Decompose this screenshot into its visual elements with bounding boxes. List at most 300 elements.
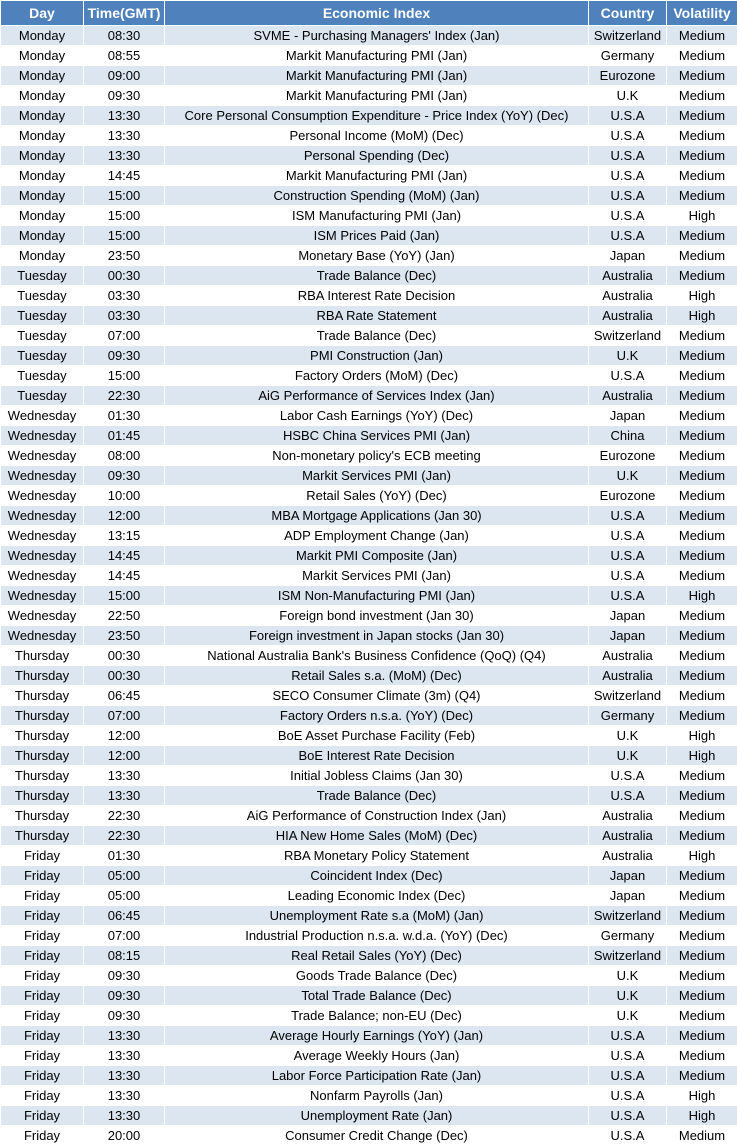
day-cell: Thursday <box>1 666 84 686</box>
time-cell: 20:00 <box>84 1126 165 1146</box>
day-cell: Monday <box>1 26 84 46</box>
time-cell: 07:00 <box>84 706 165 726</box>
country-cell: U.S.A <box>589 526 667 546</box>
time-cell: 13:30 <box>84 1106 165 1126</box>
day-cell: Monday <box>1 186 84 206</box>
table-row <box>1 886 737 906</box>
time-cell: 14:45 <box>84 166 165 186</box>
table-row <box>1 1086 737 1106</box>
volatility-cell: Medium <box>667 386 737 406</box>
economic-index-cell: SVME - Purchasing Managers' Index (Jan) <box>165 26 589 46</box>
table-row <box>1 466 737 486</box>
country-cell: U.S.A <box>589 146 667 166</box>
economic-index-cell: Factory Orders (MoM) (Dec) <box>165 366 589 386</box>
table-row <box>1 606 737 626</box>
country-cell: Japan <box>589 886 667 906</box>
country-cell: Switzerland <box>589 26 667 46</box>
volatility-cell: Medium <box>667 786 737 806</box>
economic-index-cell: Non-monetary policy's ECB meeting <box>165 446 589 466</box>
time-cell: 08:55 <box>84 46 165 66</box>
volatility-cell: Medium <box>667 126 737 146</box>
time-cell: 00:30 <box>84 666 165 686</box>
volatility-cell: Medium <box>667 226 737 246</box>
table-row <box>1 506 737 526</box>
day-cell: Tuesday <box>1 386 84 406</box>
economic-index-cell: Real Retail Sales (YoY) (Dec) <box>165 946 589 966</box>
volatility-cell: Medium <box>667 826 737 846</box>
country-cell: U.S.A <box>589 226 667 246</box>
day-cell: Wednesday <box>1 586 84 606</box>
day-cell: Friday <box>1 906 84 926</box>
country-cell: U.S.A <box>589 766 667 786</box>
time-cell: 23:50 <box>84 246 165 266</box>
table-body <box>1 26 737 1146</box>
volatility-cell: Medium <box>667 1006 737 1026</box>
volatility-cell: Medium <box>667 886 737 906</box>
country-cell: U.K <box>589 86 667 106</box>
economic-index-cell: Labor Force Participation Rate (Jan) <box>165 1066 589 1086</box>
day-cell: Friday <box>1 946 84 966</box>
economic-index-cell: Trade Balance (Dec) <box>165 266 589 286</box>
country-cell: Australia <box>589 386 667 406</box>
volatility-cell: Medium <box>667 526 737 546</box>
country-cell: U.S.A <box>589 546 667 566</box>
time-cell: 22:30 <box>84 386 165 406</box>
time-cell: 00:30 <box>84 266 165 286</box>
country-cell: U.K <box>589 1006 667 1026</box>
header-country: Country <box>589 1 667 26</box>
day-cell: Monday <box>1 66 84 86</box>
volatility-cell: Medium <box>667 146 737 166</box>
time-cell: 03:30 <box>84 286 165 306</box>
time-cell: 15:00 <box>84 206 165 226</box>
day-cell: Wednesday <box>1 406 84 426</box>
day-cell: Tuesday <box>1 286 84 306</box>
header-row <box>1 1 737 26</box>
country-cell: U.K <box>589 746 667 766</box>
day-cell: Friday <box>1 846 84 866</box>
country-cell: Australia <box>589 646 667 666</box>
table-row <box>1 1106 737 1126</box>
volatility-cell: Medium <box>667 706 737 726</box>
economic-index-cell: Retail Sales (YoY) (Dec) <box>165 486 589 506</box>
volatility-cell: Medium <box>667 546 737 566</box>
day-cell: Friday <box>1 986 84 1006</box>
country-cell: Australia <box>589 826 667 846</box>
country-cell: U.K <box>589 726 667 746</box>
table-row <box>1 626 737 646</box>
economic-index-cell: Construction Spending (MoM) (Jan) <box>165 186 589 206</box>
economic-index-cell: Markit Services PMI (Jan) <box>165 466 589 486</box>
day-cell: Friday <box>1 1126 84 1146</box>
volatility-cell: Medium <box>667 166 737 186</box>
country-cell: Switzerland <box>589 946 667 966</box>
time-cell: 13:30 <box>84 1066 165 1086</box>
country-cell: Australia <box>589 806 667 826</box>
day-cell: Wednesday <box>1 526 84 546</box>
economic-index-cell: Markit Services PMI (Jan) <box>165 566 589 586</box>
day-cell: Friday <box>1 886 84 906</box>
country-cell: U.S.A <box>589 586 667 606</box>
time-cell: 09:30 <box>84 86 165 106</box>
table-row <box>1 726 737 746</box>
time-cell: 15:00 <box>84 186 165 206</box>
country-cell: Japan <box>589 866 667 886</box>
volatility-cell: High <box>667 286 737 306</box>
volatility-cell: High <box>667 206 737 226</box>
volatility-cell: Medium <box>667 186 737 206</box>
country-cell: U.S.A <box>589 1066 667 1086</box>
table-row <box>1 26 737 46</box>
time-cell: 09:30 <box>84 1006 165 1026</box>
economic-index-cell: AiG Performance of Services Index (Jan) <box>165 386 589 406</box>
table-row <box>1 1006 737 1026</box>
table-row <box>1 666 737 686</box>
economic-index-cell: ISM Non-Manufacturing PMI (Jan) <box>165 586 589 606</box>
volatility-cell: High <box>667 846 737 866</box>
day-cell: Monday <box>1 46 84 66</box>
time-cell: 13:30 <box>84 1046 165 1066</box>
country-cell: Australia <box>589 666 667 686</box>
economic-index-cell: Trade Balance (Dec) <box>165 326 589 346</box>
volatility-cell: Medium <box>667 346 737 366</box>
day-cell: Tuesday <box>1 306 84 326</box>
time-cell: 23:50 <box>84 626 165 646</box>
country-cell: U.S.A <box>589 1126 667 1146</box>
table-row <box>1 566 737 586</box>
country-cell: Japan <box>589 406 667 426</box>
country-cell: Australia <box>589 266 667 286</box>
table-row <box>1 1066 737 1086</box>
economic-index-cell: Total Trade Balance (Dec) <box>165 986 589 1006</box>
economic-index-cell: RBA Interest Rate Decision <box>165 286 589 306</box>
economic-index-cell: Foreign bond investment (Jan 30) <box>165 606 589 626</box>
day-cell: Thursday <box>1 786 84 806</box>
country-cell: U.K <box>589 346 667 366</box>
country-cell: Eurozone <box>589 446 667 466</box>
volatility-cell: Medium <box>667 66 737 86</box>
time-cell: 07:00 <box>84 926 165 946</box>
time-cell: 10:00 <box>84 486 165 506</box>
day-cell: Friday <box>1 866 84 886</box>
table-row <box>1 326 737 346</box>
table-row <box>1 766 737 786</box>
table-row <box>1 226 737 246</box>
day-cell: Monday <box>1 126 84 146</box>
country-cell: U.S.A <box>589 186 667 206</box>
table-row <box>1 146 737 166</box>
volatility-cell: Medium <box>667 106 737 126</box>
time-cell: 12:00 <box>84 746 165 766</box>
economic-index-cell: Markit Manufacturing PMI (Jan) <box>165 66 589 86</box>
time-cell: 08:00 <box>84 446 165 466</box>
country-cell: Switzerland <box>589 906 667 926</box>
country-cell: Switzerland <box>589 326 667 346</box>
day-cell: Thursday <box>1 706 84 726</box>
day-cell: Friday <box>1 966 84 986</box>
time-cell: 12:00 <box>84 726 165 746</box>
table-row <box>1 946 737 966</box>
day-cell: Tuesday <box>1 326 84 346</box>
header-day: Day <box>1 1 84 26</box>
country-cell: Switzerland <box>589 686 667 706</box>
day-cell: Wednesday <box>1 506 84 526</box>
time-cell: 15:00 <box>84 366 165 386</box>
time-cell: 22:30 <box>84 826 165 846</box>
time-cell: 06:45 <box>84 906 165 926</box>
table-row <box>1 66 737 86</box>
table-row <box>1 126 737 146</box>
economic-index-cell: Retail Sales s.a. (MoM) (Dec) <box>165 666 589 686</box>
day-cell: Monday <box>1 226 84 246</box>
country-cell: U.S.A <box>589 126 667 146</box>
volatility-cell: Medium <box>667 506 737 526</box>
table-row <box>1 86 737 106</box>
table-row <box>1 346 737 366</box>
country-cell: Australia <box>589 846 667 866</box>
table-row <box>1 166 737 186</box>
volatility-cell: Medium <box>667 366 737 386</box>
day-cell: Thursday <box>1 726 84 746</box>
volatility-cell: High <box>667 306 737 326</box>
table-row <box>1 706 737 726</box>
time-cell: 09:30 <box>84 986 165 1006</box>
day-cell: Monday <box>1 146 84 166</box>
time-cell: 13:30 <box>84 786 165 806</box>
time-cell: 05:00 <box>84 886 165 906</box>
table-row <box>1 1026 737 1046</box>
volatility-cell: Medium <box>667 986 737 1006</box>
economic-index-cell: ISM Manufacturing PMI (Jan) <box>165 206 589 226</box>
day-cell: Friday <box>1 1006 84 1026</box>
country-cell: U.S.A <box>589 106 667 126</box>
time-cell: 08:15 <box>84 946 165 966</box>
country-cell: U.S.A <box>589 366 667 386</box>
time-cell: 15:00 <box>84 226 165 246</box>
day-cell: Monday <box>1 166 84 186</box>
economic-index-cell: Trade Balance; non-EU (Dec) <box>165 1006 589 1026</box>
table-row <box>1 586 737 606</box>
volatility-cell: Medium <box>667 86 737 106</box>
economic-index-cell: Unemployment Rate s.a (MoM) (Jan) <box>165 906 589 926</box>
time-cell: 13:30 <box>84 126 165 146</box>
volatility-cell: Medium <box>667 806 737 826</box>
day-cell: Thursday <box>1 746 84 766</box>
time-cell: 01:45 <box>84 426 165 446</box>
economic-index-cell: MBA Mortgage Applications (Jan 30) <box>165 506 589 526</box>
table-row <box>1 266 737 286</box>
volatility-cell: Medium <box>667 926 737 946</box>
table-row <box>1 906 737 926</box>
economic-index-cell: Consumer Credit Change (Dec) <box>165 1126 589 1146</box>
volatility-cell: Medium <box>667 426 737 446</box>
economic-index-cell: ADP Employment Change (Jan) <box>165 526 589 546</box>
time-cell: 09:30 <box>84 966 165 986</box>
table-row <box>1 526 737 546</box>
economic-index-cell: Core Personal Consumption Expenditure - Price Index (YoY) (Dec) <box>165 106 589 126</box>
day-cell: Wednesday <box>1 606 84 626</box>
economic-index-cell: Trade Balance (Dec) <box>165 786 589 806</box>
economic-index-cell: Labor Cash Earnings (YoY) (Dec) <box>165 406 589 426</box>
volatility-cell: Medium <box>667 266 737 286</box>
economic-index-cell: Personal Spending (Dec) <box>165 146 589 166</box>
day-cell: Monday <box>1 206 84 226</box>
table-row <box>1 106 737 126</box>
volatility-cell: Medium <box>667 26 737 46</box>
country-cell: U.S.A <box>589 206 667 226</box>
economic-index-cell: Average Hourly Earnings (YoY) (Jan) <box>165 1026 589 1046</box>
volatility-cell: Medium <box>667 1046 737 1066</box>
country-cell: Eurozone <box>589 486 667 506</box>
country-cell: Japan <box>589 246 667 266</box>
time-cell: 22:50 <box>84 606 165 626</box>
economic-index-cell: Nonfarm Payrolls (Jan) <box>165 1086 589 1106</box>
time-cell: 13:30 <box>84 1086 165 1106</box>
economic-index-cell: Markit Manufacturing PMI (Jan) <box>165 166 589 186</box>
table-row <box>1 846 737 866</box>
day-cell: Thursday <box>1 646 84 666</box>
table-row <box>1 786 737 806</box>
volatility-cell: Medium <box>667 406 737 426</box>
volatility-cell: Medium <box>667 1026 737 1046</box>
time-cell: 08:30 <box>84 26 165 46</box>
economic-index-cell: Markit Manufacturing PMI (Jan) <box>165 46 589 66</box>
volatility-cell: High <box>667 586 737 606</box>
economic-index-cell: ISM Prices Paid (Jan) <box>165 226 589 246</box>
volatility-cell: Medium <box>667 466 737 486</box>
table-row <box>1 826 737 846</box>
economic-index-cell: Leading Economic Index (Dec) <box>165 886 589 906</box>
day-cell: Monday <box>1 106 84 126</box>
volatility-cell: Medium <box>667 906 737 926</box>
volatility-cell: Medium <box>667 486 737 506</box>
country-cell: Japan <box>589 606 667 626</box>
volatility-cell: Medium <box>667 966 737 986</box>
economic-index-cell: Unemployment Rate (Jan) <box>165 1106 589 1126</box>
country-cell: Japan <box>589 626 667 646</box>
country-cell: U.S.A <box>589 1086 667 1106</box>
economic-index-cell: Monetary Base (YoY) (Jan) <box>165 246 589 266</box>
time-cell: 14:45 <box>84 546 165 566</box>
time-cell: 01:30 <box>84 406 165 426</box>
economic-index-cell: BoE Interest Rate Decision <box>165 746 589 766</box>
volatility-cell: High <box>667 1106 737 1126</box>
economic-index-cell: Initial Jobless Claims (Jan 30) <box>165 766 589 786</box>
country-cell: Germany <box>589 706 667 726</box>
country-cell: Australia <box>589 286 667 306</box>
table-row <box>1 306 737 326</box>
day-cell: Friday <box>1 1066 84 1086</box>
economic-index-cell: National Australia Bank's Business Confidence (QoQ) (Q4) <box>165 646 589 666</box>
time-cell: 12:00 <box>84 506 165 526</box>
day-cell: Wednesday <box>1 426 84 446</box>
volatility-cell: Medium <box>667 626 737 646</box>
country-cell: U.K <box>589 986 667 1006</box>
country-cell: U.K <box>589 966 667 986</box>
day-cell: Friday <box>1 1026 84 1046</box>
table-row <box>1 986 737 1006</box>
volatility-cell: Medium <box>667 646 737 666</box>
volatility-cell: Medium <box>667 446 737 466</box>
economic-index-cell: Markit Manufacturing PMI (Jan) <box>165 86 589 106</box>
table-row <box>1 1126 737 1146</box>
time-cell: 09:30 <box>84 346 165 366</box>
economic-index-cell: SECO Consumer Climate (3m) (Q4) <box>165 686 589 706</box>
economic-index-cell: Industrial Production n.s.a. w.d.a. (YoY) (Dec) <box>165 926 589 946</box>
day-cell: Wednesday <box>1 546 84 566</box>
time-cell: 09:00 <box>84 66 165 86</box>
table-row <box>1 286 737 306</box>
table-row <box>1 206 737 226</box>
volatility-cell: High <box>667 1086 737 1106</box>
time-cell: 13:30 <box>84 106 165 126</box>
table-row <box>1 486 737 506</box>
volatility-cell: Medium <box>667 1126 737 1146</box>
country-cell: U.S.A <box>589 1106 667 1126</box>
header-volatility: Volatility <box>667 1 737 26</box>
country-cell: U.K <box>589 466 667 486</box>
economic-index-cell: RBA Monetary Policy Statement <box>165 846 589 866</box>
time-cell: 13:30 <box>84 1026 165 1046</box>
economic-index-cell: Foreign investment in Japan stocks (Jan 30) <box>165 626 589 646</box>
table-row <box>1 186 737 206</box>
table-row <box>1 366 737 386</box>
country-cell: U.S.A <box>589 1026 667 1046</box>
country-cell: Australia <box>589 306 667 326</box>
day-cell: Friday <box>1 1046 84 1066</box>
time-cell: 14:45 <box>84 566 165 586</box>
day-cell: Monday <box>1 246 84 266</box>
table-row <box>1 646 737 666</box>
country-cell: Germany <box>589 46 667 66</box>
economic-index-cell: Personal Income (MoM) (Dec) <box>165 126 589 146</box>
economic-index-cell: AiG Performance of Construction Index (Jan) <box>165 806 589 826</box>
country-cell: China <box>589 426 667 446</box>
day-cell: Tuesday <box>1 266 84 286</box>
volatility-cell: Medium <box>667 566 737 586</box>
time-cell: 15:00 <box>84 586 165 606</box>
header-economic-index: Economic Index <box>165 1 589 26</box>
day-cell: Wednesday <box>1 626 84 646</box>
country-cell: U.S.A <box>589 786 667 806</box>
time-cell: 13:15 <box>84 526 165 546</box>
time-cell: 03:30 <box>84 306 165 326</box>
time-cell: 09:30 <box>84 466 165 486</box>
day-cell: Monday <box>1 86 84 106</box>
volatility-cell: Medium <box>667 686 737 706</box>
day-cell: Friday <box>1 1106 84 1126</box>
volatility-cell: Medium <box>667 666 737 686</box>
day-cell: Tuesday <box>1 366 84 386</box>
table-row <box>1 746 737 766</box>
table-row <box>1 686 737 706</box>
day-cell: Friday <box>1 926 84 946</box>
time-cell: 13:30 <box>84 146 165 166</box>
day-cell: Wednesday <box>1 466 84 486</box>
volatility-cell: Medium <box>667 606 737 626</box>
day-cell: Tuesday <box>1 346 84 366</box>
table-row <box>1 426 737 446</box>
volatility-cell: Medium <box>667 46 737 66</box>
country-cell: Germany <box>589 926 667 946</box>
table-row <box>1 926 737 946</box>
table-row <box>1 1046 737 1066</box>
economic-index-cell: Coincident Index (Dec) <box>165 866 589 886</box>
day-cell: Thursday <box>1 826 84 846</box>
day-cell: Thursday <box>1 806 84 826</box>
day-cell: Friday <box>1 1086 84 1106</box>
economic-index-cell: BoE Asset Purchase Facility (Feb) <box>165 726 589 746</box>
